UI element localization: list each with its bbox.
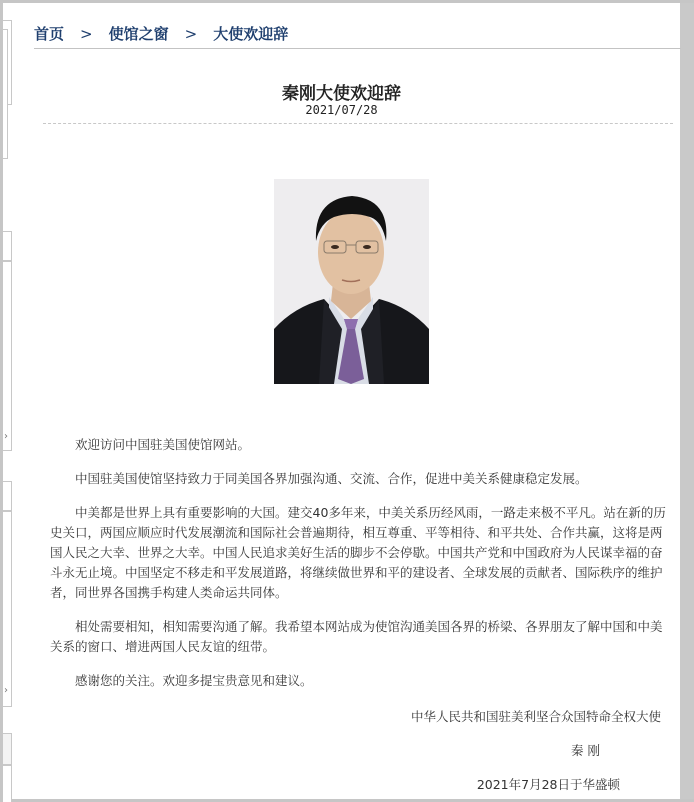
- sidebar-panel: [3, 511, 12, 707]
- article-title: 秦刚大使欢迎辞: [282, 84, 401, 104]
- chevron-right-icon: >: [80, 24, 93, 43]
- title-divider: [43, 123, 673, 124]
- breadcrumb-home-link[interactable]: 首页: [34, 25, 65, 43]
- chevron-right-icon[interactable]: ›: [4, 685, 8, 696]
- sidebar-tab[interactable]: [3, 733, 12, 765]
- breadcrumb-embassy-window-link[interactable]: 使馆之窗: [108, 25, 169, 43]
- chevron-right-icon[interactable]: ›: [4, 431, 8, 442]
- breadcrumb-current-page[interactable]: 大使欢迎辞: [213, 25, 289, 43]
- article-date: 2021/07/28: [305, 103, 378, 117]
- ambassador-portrait: [274, 179, 429, 384]
- left-sidebar-edge: [3, 3, 13, 799]
- right-gutter: [680, 3, 694, 799]
- sidebar-panel: [3, 765, 12, 802]
- paragraph-welcome: 欢迎访问中国驻美国使馆网站。: [75, 437, 251, 452]
- paragraph-thanks: 感谢您的关注。欢迎多提宝贵意见和建议。: [75, 673, 313, 688]
- paragraph-website-purpose: 相处需要相知，相知需要沟通了解。我希望本网站成为使馆沟通美国各界的桥梁、各界朋友了解中国和中美关系的窗口、增进两国人民友谊的纽带。: [50, 619, 663, 654]
- signature-position: 中华人民共和国驻美利坚合众国特命全权大使: [410, 709, 661, 724]
- chevron-right-icon: >: [184, 24, 198, 43]
- paragraph-relations: 中美都是世界上具有重要影响的大国。建交40多年来，中美关系历经风雨，一路走来极不平凡。站在新的历史关口，两国应顺应时代发展潮流和国际社会普遍期待，相互尊重、平等相待、和平共处、合作共赢，这将是两国人民之大幸、世界之大幸。中国人民追求美好生活的脚步不会停歇。中国共产党和中国政府为人民谋幸福的奋斗永无止境。中国坚定不移走和平发展道路，将继续做世界和平的建设者、全球发展的贡献者、国际秩序的维护者，同世界各国携手构建人类命运共同体。: [50, 505, 666, 600]
- sidebar-tab[interactable]: [3, 231, 12, 261]
- paragraph-mission: 中国驻美国使馆坚持致力于同美国各界加强沟通、交流、合作，促进中美关系健康稳定发展。: [75, 471, 588, 486]
- article-body: [50, 435, 666, 705]
- sidebar-panel: [3, 261, 12, 451]
- signature-name: 秦 刚: [571, 743, 600, 758]
- breadcrumb-divider: [34, 48, 681, 49]
- signature-date-place: 2021年7月28日于华盛顿: [476, 777, 620, 792]
- sidebar-tab[interactable]: [3, 481, 12, 511]
- breadcrumb: [34, 23, 288, 44]
